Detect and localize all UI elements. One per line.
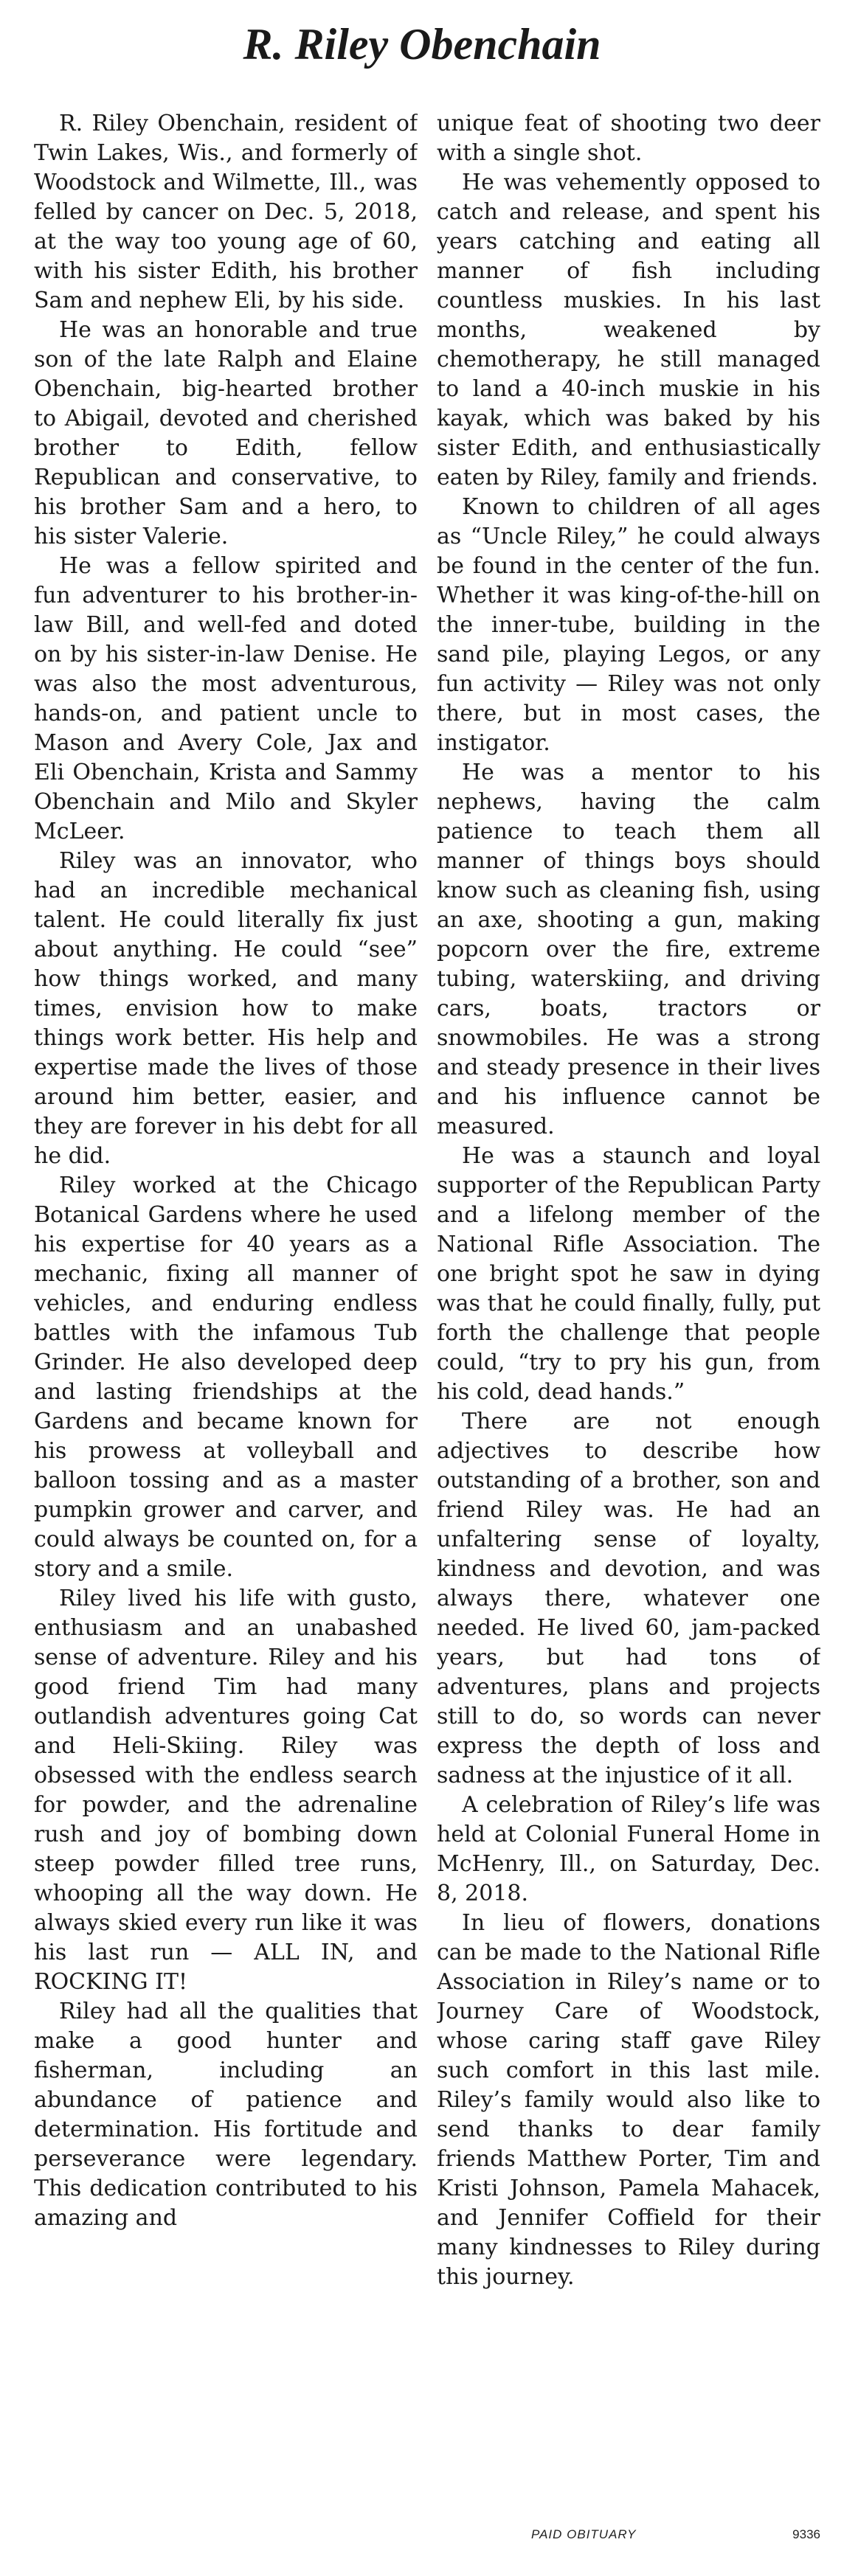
obituary-footer [437, 2522, 820, 2547]
obituary-title: R. Riley Obenchain [243, 20, 601, 69]
paragraph: Riley lived his life with gusto, enthusiasm and an unabashed sense of adventure. Riley and his good friend Tim had many outlandish adventures going Cat and Heli-Skiing. Riley was obsessed with the endless search for powder, and the adrenaline rush and joy of bombing down steep powder filled tree runs, whooping all the way down. He always skied every run like it was his last run — ALL IN, and ROCKING IT! [34, 1586, 418, 1995]
paragraph: He was vehemently opposed to catch and release, and spent his years catching and eating all manner of fish including countless muskies. In his last months, weakened by chemotherapy, he still managed to land a 40-inch muskie in his kayak, which was baked by his sister Edith, and enthusiastically eaten by Riley, family and friends. [437, 170, 820, 490]
paragraph: He was a staunch and loyal supporter of the Republican Party and a lifelong member of the National Rifle Association. The one bright spot he saw in dying was that he could finally, fully, put forth the challenge that people could, “try to pry his gun, from his cold, dead hands.” [437, 1143, 820, 1405]
paragraph: A celebration of Riley’s life was held at Colonial Funeral Home in McHenry, Ill., on Saturday, Dec. 8, 2018. [437, 1792, 820, 1906]
ad-code: 9336 [792, 2527, 820, 2541]
left-column [34, 109, 418, 2513]
paragraph: He was a fellow spirited and fun adventurer to his brother-in-law Bill, and well-fed and doted on by his sister-in-law Denise. He was also the most adventurous, hands-on, and patient uncle to Mason and Avery Cole, Jax and Eli Obenchain, Krista and Sammy Obenchain and Milo and Skyler McLeer. [34, 553, 418, 844]
paragraph: R. Riley Obenchain, resident of Twin Lakes, Wis., and formerly of Woodstock and Wilmette, Ill., was felled by cancer on Dec. 5, 2018, at the way too young age of 60, with his sister Edith, his brother Sam and nephew Eli, by his side. [34, 111, 418, 313]
paragraph-continuation: unique feat of shooting two deer with a single shot. [437, 111, 820, 166]
paragraph: In lieu of flowers, donations can be made to the National Rifle Association in Riley’s name or to Journey Care of Woodstock, whose caring staff gave Riley such comfort in this last mile. Riley’s family would also like to send thanks to dear family friends Matthew Porter, Tim and Kristi Johnson, Pamela Mahacek, and Jennifer Coffield for their many kindnesses to Riley during this journey. [437, 1910, 820, 2290]
paragraph: Riley had all the qualities that make a good hunter and fisherman, including an abundance of patience and determination. His fortitude and perseverance were legendary. This dedication contributed to his amazing and [34, 1999, 418, 2231]
right-column [437, 109, 820, 2513]
paragraph: He was an honorable and true son of the late Ralph and Elaine Obenchain, big-hearted brother to Abigail, devoted and cherished brother to Edith, fellow Republican and conservative, to his brother Sam and a hero, to his sister Valerie. [34, 317, 418, 549]
paragraph: There are not enough adjectives to describe how outstanding of a brother, son and friend Riley was. He had an unfaltering sense of loyalty, kindness and devotion, and was always there, whatever one needed. He lived 60, jam-packed years, but had tons of adventures, plans and projects still to do, so words can never express the depth of loss and sadness at the injustice of it all. [437, 1409, 820, 1788]
paid-obituary-label: PAID OBITUARY [531, 2527, 637, 2541]
paragraph: Riley was an innovator, who had an incredible mechanical talent. He could literally fix just about anything. He could “see” how things worked, and many times, envision how to make things work better. His help and expertise made the lives of those around him better, easier, and they are forever in his debt for all he did. [34, 848, 418, 1169]
paragraph: Known to children of all ages as “Uncle Riley,” he could always be found in the center of the fun. Whether it was king-of-the-hill on the inner-tube, building in the sand pile, playing Legos, or any fun activity — Riley was not only there, but in most cases, the instigator. [437, 494, 820, 756]
paragraph: He was a mentor to his nephews, having the calm patience to teach them all manner of things boys should know such as cleaning fish, using an axe, shooting a gun, making popcorn over the fire, extreme tubing, waterskiing, and driving cars, boats, tractors or snowmobiles. He was a strong and steady presence in their lives and his influence cannot be measured. [437, 760, 820, 1139]
paragraph: Riley worked at the Chicago Botanical Gardens where he used his expertise for 40 years as a mechanic, fixing all manner of vehicles, and enduring endless battles with the infamous Tub Grinder. He also developed deep and lasting friendships at the Gardens and became known for his prowess at volleyball and balloon tossing and as a master pumpkin grower and carver, and could always be counted on, for a story and a smile. [34, 1173, 418, 1582]
